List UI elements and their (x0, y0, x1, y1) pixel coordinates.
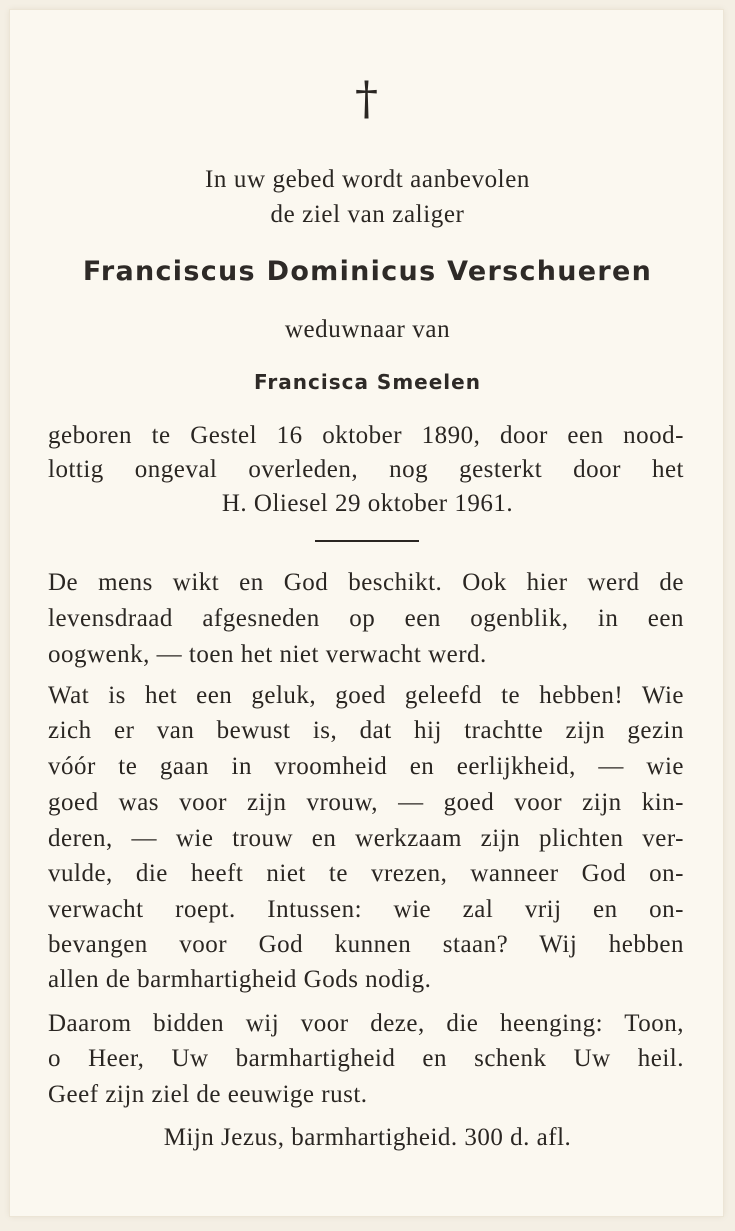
paragraph-3-line-2: o Heer, Uw barmhartigheid en schenk Uw heil. (48, 1045, 684, 1072)
birth-death-line-1: geboren te Gestel 16 oktober 1890, door een nood- (48, 422, 684, 449)
deceased-name: Franciscus Dominicus Verschueren (82, 256, 653, 287)
intro-line-1: In uw gebed wordt aanbevolen (204, 166, 531, 193)
paragraph-3-line-1: Daarom bidden wij voor deze, die heenging: Toon, (48, 1010, 684, 1037)
paragraph-2-line-3: vóór te gaan in vroomheid en eerlijkheid, — wie (48, 753, 684, 780)
paragraph-2-line-9: allen de barmhartigheid Gods nodig. (48, 966, 432, 993)
paragraph-2-line-8: bevangen voor God kunnen staan? Wij hebben (48, 931, 684, 958)
intro-line-2: de ziel van zaliger (270, 201, 465, 228)
paragraph-3-line-3: Geef zijn ziel de eeuwige rust. (48, 1081, 368, 1108)
paragraph-2-line-6: vulde, die heeft niet te vrezen, wanneer God on- (48, 860, 684, 887)
paragraph-2-line-1: Wat is het een geluk, goed geleefd te hebben! Wie (48, 682, 684, 709)
paragraph-2-line-7: verwacht roept. Intussen: wie zal vrij en on- (48, 896, 684, 923)
birth-death-line-3: H. Oliesel 29 oktober 1961. (221, 490, 514, 517)
closing-prayer: Mijn Jezus, barmhartigheid. 300 d. afl. (163, 1124, 572, 1151)
spouse-name: Francisca Smeelen (254, 370, 481, 394)
paragraph-2-line-5: deren, — wie trouw en werkzaam zijn plichten ver- (48, 825, 684, 852)
paragraph-1-line-3: oogwenk, — toen het niet verwacht werd. (48, 641, 487, 668)
paragraph-2-line-4: goed was voor zijn vrouw, — goed voor zijn kin- (48, 789, 684, 816)
paragraph-2-line-2: zich er van bewust is, dat hij trachtte zijn gezin (48, 717, 684, 744)
birth-death-line-2: lottig ongeval overleden, nog gesterkt door het (48, 456, 684, 483)
divider-line (315, 540, 419, 542)
paragraph-1-line-1: De mens wikt en God beschikt. Ook hier werd de (48, 569, 684, 596)
cross-icon: † (355, 71, 378, 125)
paragraph-1-line-2: levensdraad afgesneden op een ogenblik, in een (48, 605, 684, 632)
relation-text: weduwnaar van (284, 316, 451, 343)
